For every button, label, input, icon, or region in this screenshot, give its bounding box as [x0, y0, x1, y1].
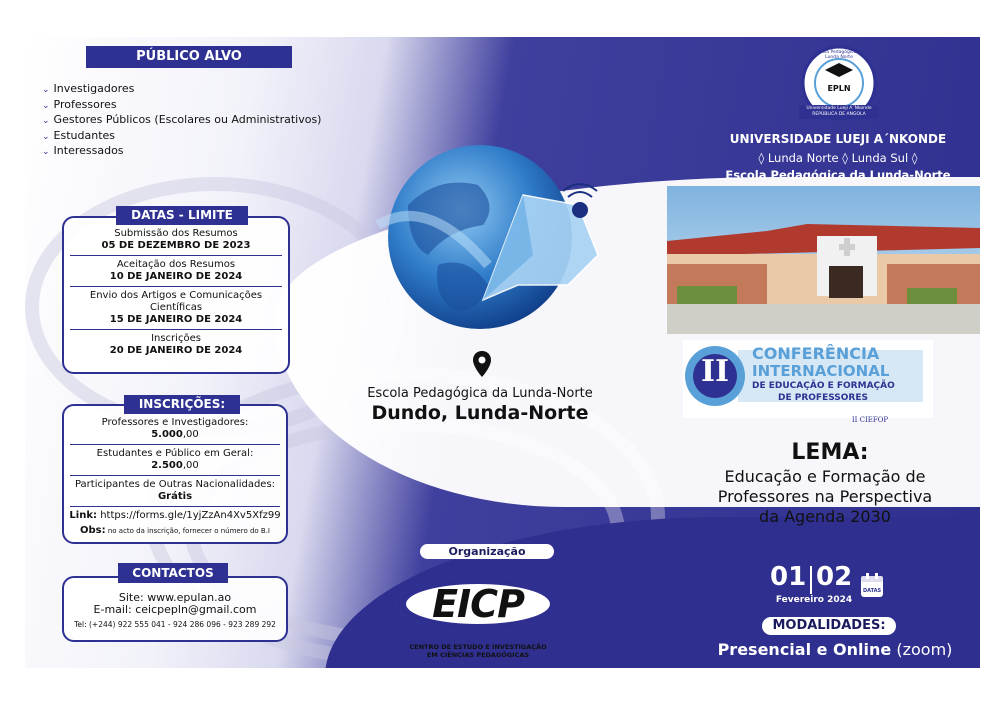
fee-label: Estudantes e Público em Geral:	[96, 448, 254, 459]
deadline-date: 05 DE DEZEMBRO DE 2023	[101, 240, 251, 251]
publico-alvo-header: PÚBLICO ALVO	[86, 46, 292, 68]
university-school: Escola Pedagógica da Lunda-Norte	[725, 168, 951, 182]
lema-line-1: Educação e Formação de	[724, 467, 926, 486]
publico-alvo-list	[42, 82, 342, 160]
obs-label: Obs:	[79, 525, 106, 536]
list-item: ⌄ Estudantes	[42, 129, 342, 145]
calendar-icon	[860, 572, 884, 598]
fee-cents: ,00	[182, 460, 199, 471]
email-label: E-mail:	[93, 603, 132, 616]
calendar-icon-label: DATAS	[862, 588, 882, 594]
deadline-label: Aceitação dos Resumos	[116, 259, 236, 270]
seal-top-text: Escola Pedagógica da Lunda Norte	[814, 50, 864, 60]
eicp-logo-sub1: CENTRO DE ESTUDO E INVESTIGAÇÃO	[409, 643, 547, 651]
obs-text: no acto da inscrição, fornecer o número do B.I	[107, 527, 270, 535]
venue-school: Escola Pedagógica da Lunda-Norte	[367, 386, 593, 401]
conference-title-4: DE PROFESSORES	[778, 393, 868, 403]
modalidades-label: MODALIDADES:	[762, 617, 896, 635]
inscricoes-header: INSCRIÇÕES:	[124, 395, 240, 414]
contactos-header: CONTACTOS	[118, 563, 228, 583]
fee-value: 5.000	[151, 429, 183, 440]
list-item: ⌄ Professores	[42, 98, 342, 114]
datas-limite-header: DATAS - LIMITE	[116, 206, 248, 225]
datas-limite-box	[62, 216, 290, 374]
conference-roman: II	[700, 354, 730, 389]
phone-numbers: Tel: (+244) 922 555 041 - 924 286 096 - 923 289 292	[74, 620, 276, 629]
link-label: Link:	[69, 510, 97, 521]
deadline-label: Submissão dos Resumos	[114, 228, 238, 239]
fee-value: Grátis	[157, 491, 193, 502]
site-label: Site:	[118, 591, 144, 604]
site-link[interactable]: www.epulan.ao	[147, 591, 232, 604]
fee-cents: ,00	[182, 429, 199, 440]
lema-title: LEMA:	[791, 440, 869, 465]
deadline-date: 20 DE JANEIRO DE 2024	[109, 345, 243, 356]
inscricoes-box	[62, 404, 288, 544]
fee-label: Participantes de Outras Nacionalidades:	[74, 479, 276, 490]
seal-country-text: REPÚBLICA DE ANGOLA	[812, 112, 866, 117]
school-building-photo	[667, 186, 980, 334]
deadline-label: Inscrições	[151, 333, 201, 344]
event-day-1: 01	[770, 562, 807, 592]
contactos-box	[62, 576, 288, 642]
deadline-date: 15 DE JANEIRO DE 2024	[109, 314, 243, 325]
globe-illustration	[368, 135, 618, 345]
deadline-label: Envio dos Artigos e Comunicações Científicas	[89, 290, 263, 313]
conference-title-2: INTERNACIONAL	[752, 362, 890, 380]
eicp-logo-text: EICP	[432, 582, 524, 626]
date-divider	[810, 566, 812, 594]
seal-bottom-text: Universidade Lueji A´Nkonde	[806, 106, 872, 111]
event-day-2: 02	[816, 562, 853, 592]
list-item: ⌄ Gestores Públicos (Escolares ou Administrativos)	[42, 113, 342, 129]
list-item: ⌄ Interessados	[42, 144, 342, 160]
venue-city: Dundo, Lunda-Norte	[371, 402, 589, 424]
seal-center-text: EPLN	[827, 84, 851, 93]
registration-link[interactable]: https://forms.gle/1yjZzAn4Xv5Xfz99	[100, 510, 281, 521]
lema-line-3: da Agenda 2030	[759, 507, 891, 526]
conference-acronym: II CIEFOP	[851, 416, 889, 424]
deadline-date: 10 DE JANEIRO DE 2024	[109, 271, 243, 282]
location-pin-icon	[472, 350, 492, 378]
conference-title-1: CONFERÊNCIA	[752, 344, 880, 363]
university-regions: ◊ Lunda Norte ◊ Lunda Sul ◊	[758, 151, 918, 165]
fee-label: Professores e Investigadores:	[101, 417, 249, 428]
modalidades-value: Presencial e Online	[717, 640, 892, 659]
conference-title-3: DE EDUCAÇÃO E FORMAÇÃO	[752, 381, 895, 391]
organizacao-label: Organização	[420, 544, 554, 559]
event-month: Fevereiro 2024	[775, 595, 853, 605]
fee-value: 2.500	[151, 460, 183, 471]
email-link[interactable]: ceicpepln@gmail.com	[135, 603, 257, 616]
modalidades-extra: (zoom)	[896, 640, 953, 659]
university-name: UNIVERSIDADE LUEJI A´NKONDE	[729, 132, 947, 146]
eicp-logo-sub2: EM CIÊNCIAS PEDAGÓGICAS	[426, 651, 530, 659]
list-item: ⌄ Investigadores	[42, 82, 342, 98]
lema-line-2: Professores na Perspectiva	[717, 487, 933, 506]
